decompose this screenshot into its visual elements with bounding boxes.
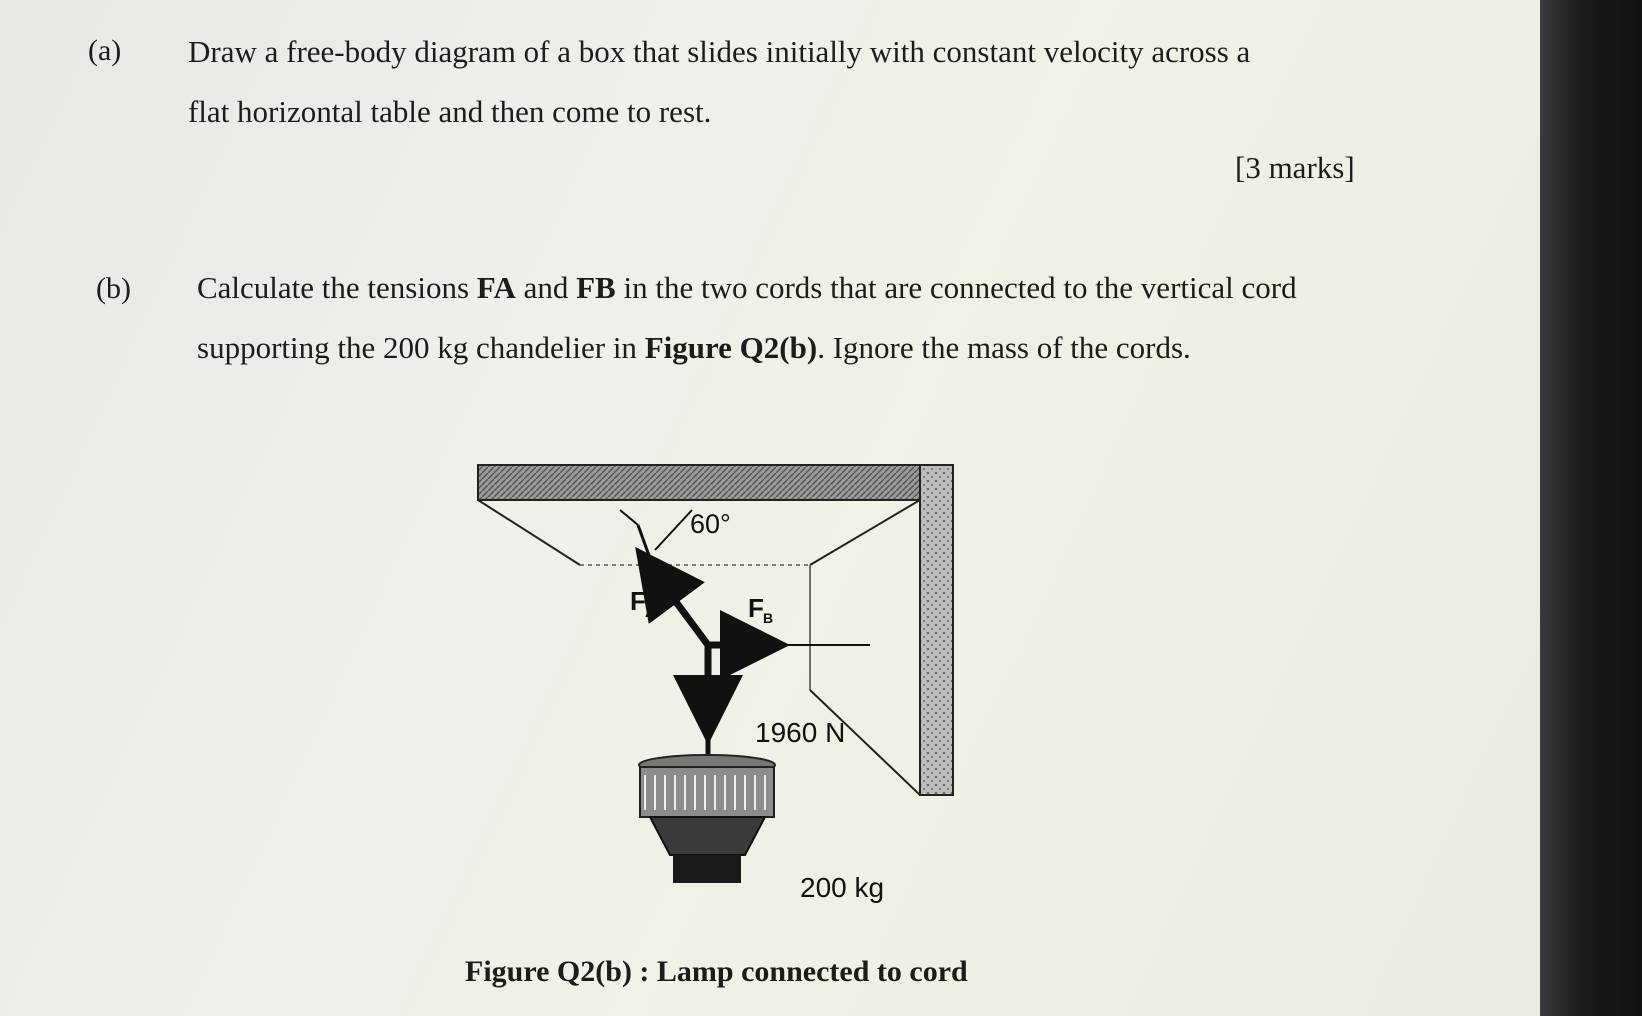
- question-a-text: [188, 22, 1388, 142]
- fb-symbol: F: [576, 270, 596, 305]
- question-b-text: [197, 258, 1397, 378]
- chandelier: [639, 755, 775, 883]
- chandelier-diagram: [470, 455, 990, 925]
- cord-a-arrow: [656, 575, 708, 645]
- question-a-label: (a): [88, 34, 122, 67]
- figure-caption: Figure Q2(b) : Lamp connected to cord: [465, 955, 968, 988]
- fa-label-subscript: A: [645, 604, 656, 620]
- chandelier-figure: [470, 455, 990, 925]
- fa-symbol: F: [476, 270, 494, 305]
- angle-marker: [655, 510, 692, 550]
- weight-label: 1960 N: [755, 717, 846, 748]
- fa-label: F: [630, 586, 646, 616]
- ceiling: [478, 465, 953, 500]
- cord-a-tick: [620, 510, 638, 525]
- question-a-line2: flat horizontal table and then come to rest.: [188, 94, 712, 129]
- question-b-line2: supporting the 200 kg chandelier in Figure Q2(b). Ignore the mass of the cords.: [197, 330, 1191, 365]
- marks-label: [3 marks]: [1235, 150, 1355, 185]
- figure-reference: Figure Q2(b): [644, 330, 818, 365]
- fb-label: F: [748, 593, 764, 623]
- fb-label-subscript: B: [763, 610, 774, 626]
- left-bracket-line: [478, 500, 580, 565]
- question-a-line1: Draw a free-body diagram of a box that slides initially with constant velocity across a: [188, 34, 1251, 69]
- fa-subscript: A: [493, 270, 516, 305]
- angle-label: 60°: [690, 509, 731, 539]
- fb-subscript: B: [595, 270, 616, 305]
- question-b-label: (b): [96, 272, 131, 305]
- right-bracket-line: [810, 500, 920, 565]
- question-b-line1: Calculate the tensions FA and FB in the two cords that are connected to the vertical cord: [197, 270, 1297, 305]
- wall: [920, 465, 953, 795]
- cord-a-line: [638, 525, 656, 575]
- monitor-bezel: [1540, 0, 1642, 1016]
- mass-label: 200 kg: [800, 872, 885, 903]
